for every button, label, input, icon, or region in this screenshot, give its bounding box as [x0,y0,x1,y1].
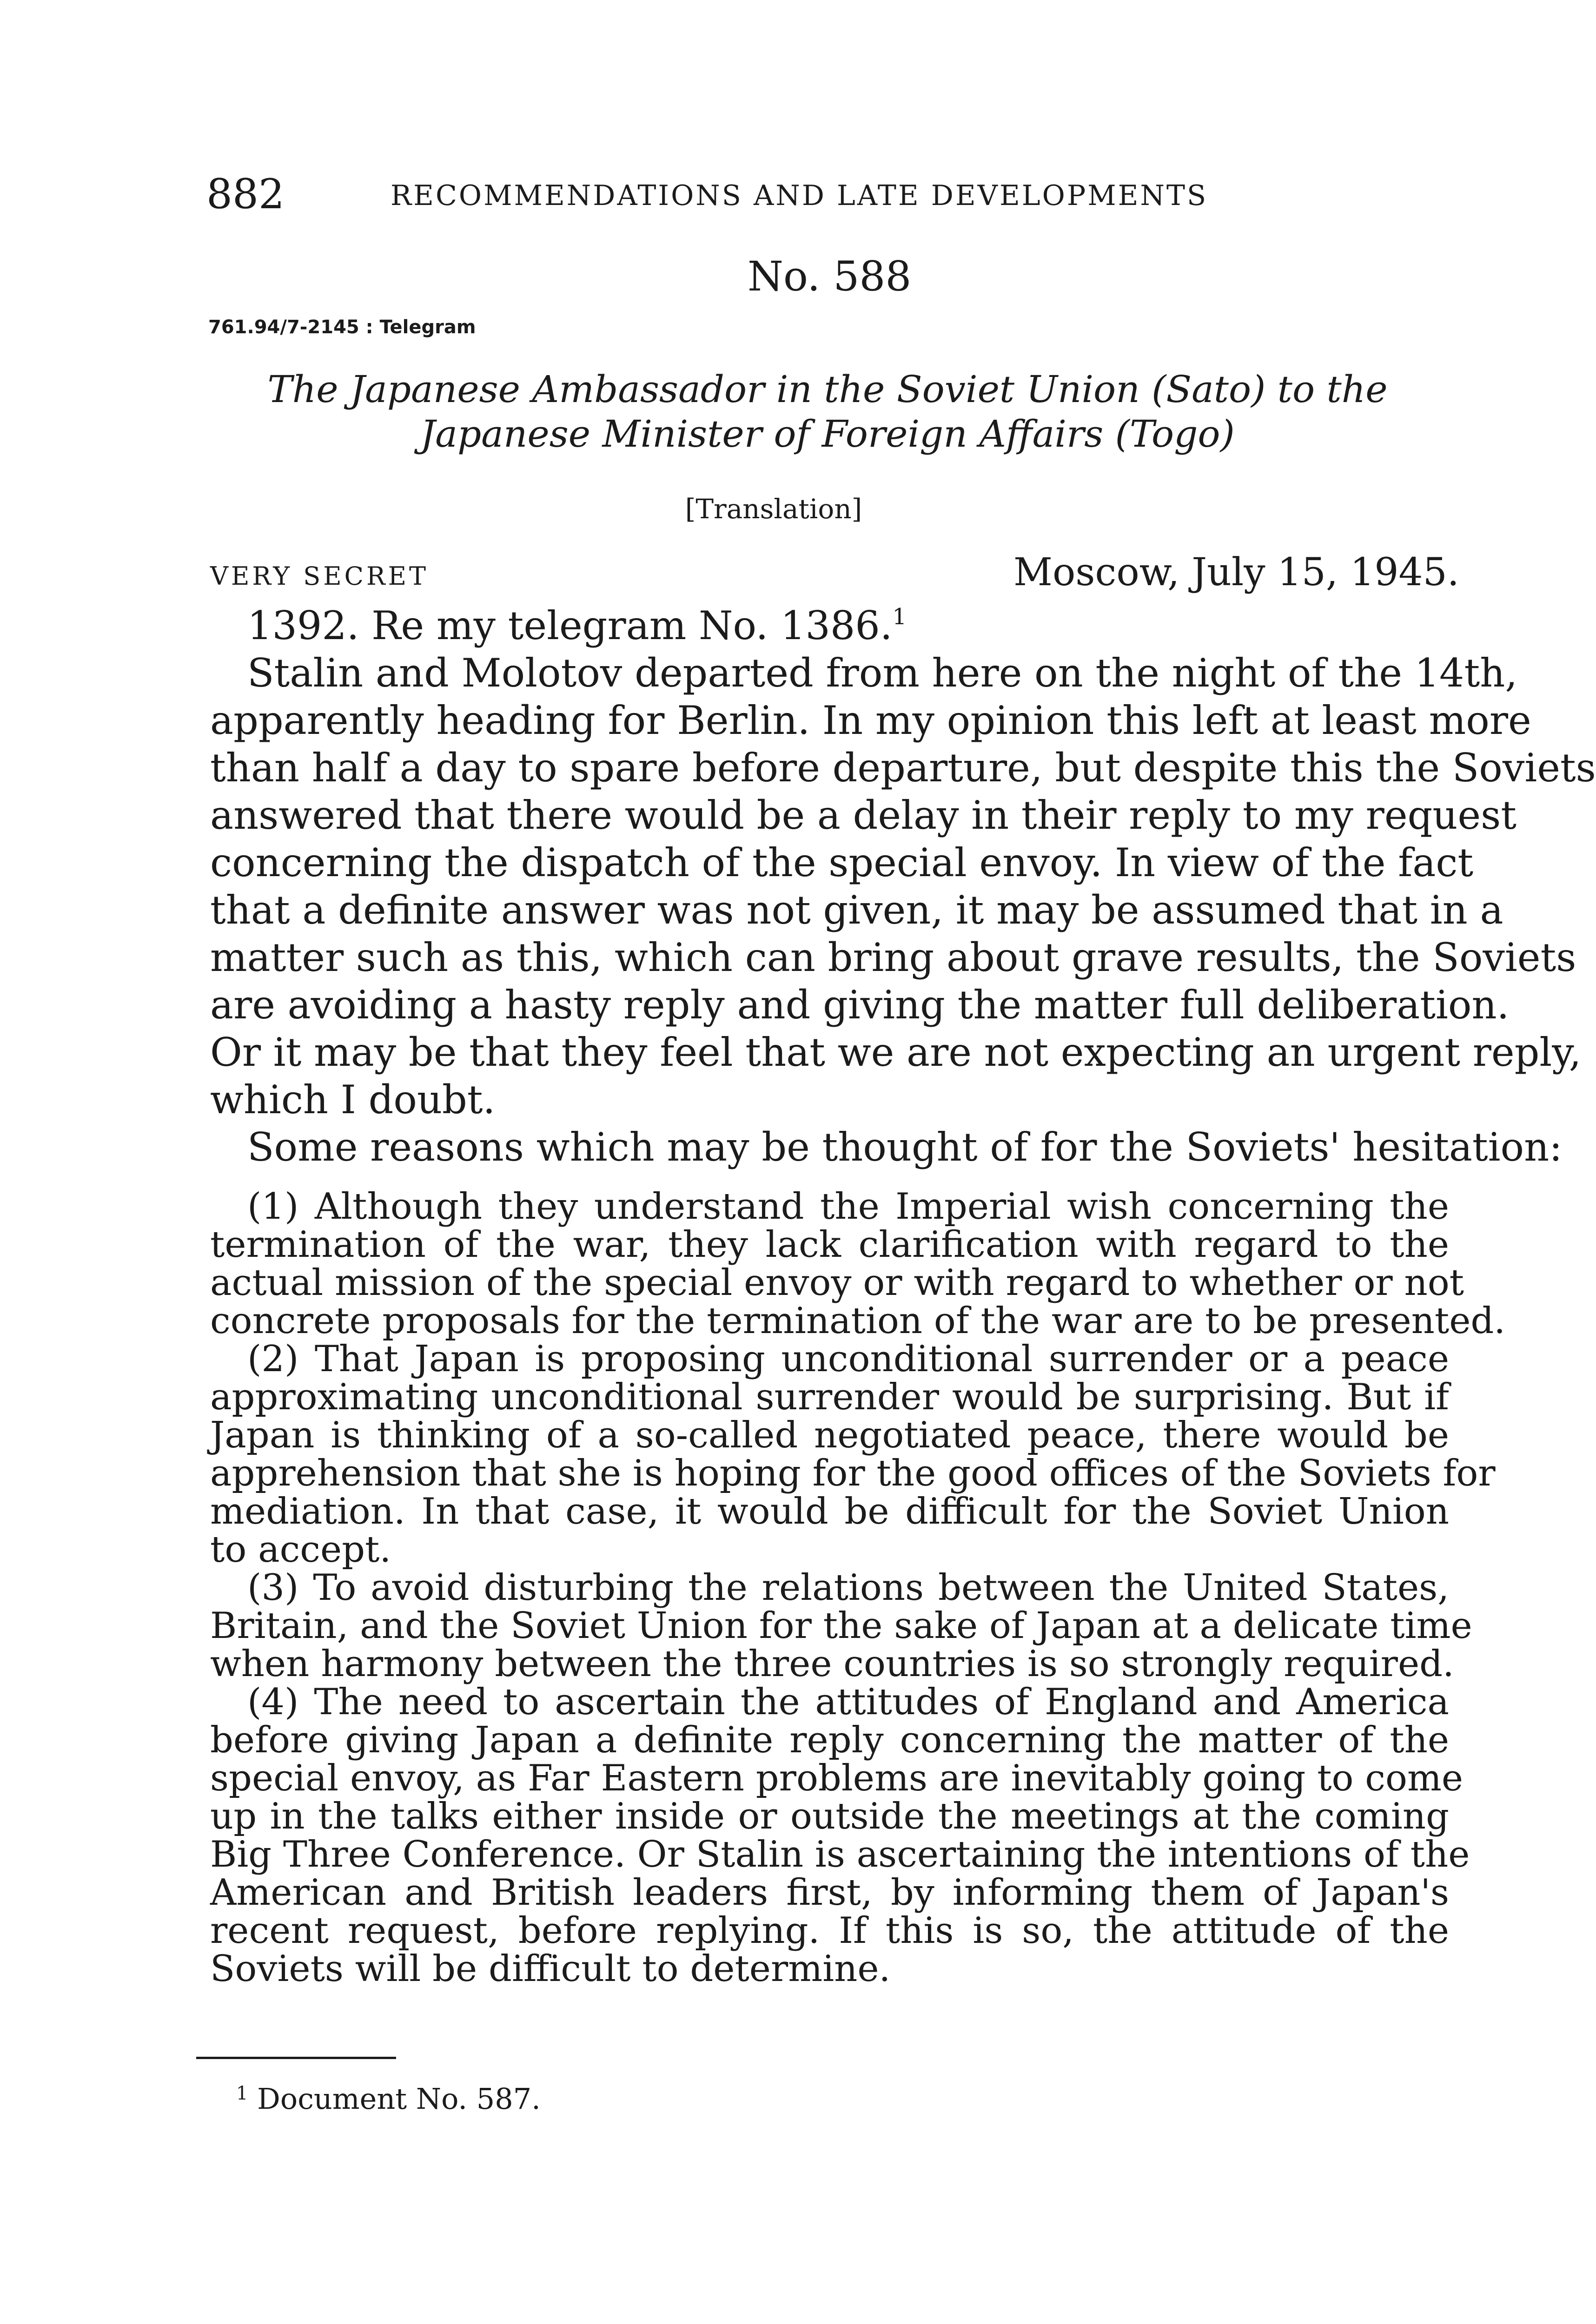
reason-line: (1) Although they understand the Imperial wish concerning the [247,1186,1449,1228]
reason-line: before giving Japan a definite reply concerning the matter of the [210,1719,1449,1761]
reason-line: recent request, before replying. If this is so, the attitude of the [210,1910,1449,1952]
body-line: that a definite answer was not given, it may be assumed that in a [210,887,1503,933]
reasons-list [210,1186,1506,1990]
reason-line: (2) That Japan is proposing unconditional surrender or a peace [247,1338,1449,1380]
reason-line: special envoy, as Far Eastern problems are inevitably going to come [210,1757,1464,1799]
footnote-reference: 1 [892,604,907,630]
body-line: answered that there would be a delay in their reply to my request [210,792,1517,838]
reason-line: approximating unconditional surrender would be surprising. But if [210,1376,1449,1418]
document-number: No. 588 [748,252,912,300]
body-line: which I doubt. [210,1077,496,1122]
reason-line: Soviets will be difficult to determine. [210,1948,891,1990]
footnote-text: Document No. 587. [257,2082,541,2116]
reason-line: American and British leaders first, by informing them of Japan's [210,1872,1449,1914]
reason-line: to accept. [210,1529,391,1571]
reason-line: Japan is thinking of a so-called negotiated peace, there would be [210,1414,1449,1456]
reason-line: termination of the war, they lack clarification with regard to the [210,1224,1449,1266]
reason-line: (4) The need to ascertain the attitudes of England and America [247,1681,1449,1723]
reason-line: actual mission of the special envoy or with regard to whether or not [210,1262,1464,1304]
body-line: than half a day to spare before departure, but despite this the Soviets [210,745,1596,791]
reason-line: when harmony between the three countries is so strongly required. [210,1643,1454,1685]
body-line-text: 1392. Re my telegram No. 1386. [247,603,893,648]
footnote-marker: 1 [236,2083,248,2104]
file-reference: 761.94/7-2145 : Telegram [208,317,476,338]
body-line: Or it may be that they feel that we are not expecting an urgent reply, [210,1030,1582,1075]
reason-line: Britain, and the Soviet Union for the sake of Japan at a delicate time [210,1605,1472,1647]
body-line: matter such as this, which can bring about grave results, the Soviets [210,935,1576,980]
document-title: The Japanese Ambassador in the Soviet Union (Sato) to the Japanese Minister of Foreign Affairs (Togo) [267,368,1388,456]
page-number: 882 [206,170,285,218]
reason-line: Big Three Conference. Or Stalin is ascertaining the intentions of the [210,1834,1470,1875]
translation-note: [Translation] [685,493,862,525]
footnote [236,2081,541,2117]
body-line: concerning the dispatch of the special envoy. In view of the fact [210,840,1474,885]
reason-line: concrete proposals for the termination of the war are to be presented. [210,1300,1506,1342]
footnote-divider [196,2057,396,2059]
classification-label: VERY SECRET [210,561,429,591]
reason-line: (3) To avoid disturbing the relations between the United States, [247,1567,1449,1609]
reason-line: apprehension that she is hoping for the good offices of the Soviets for [210,1452,1496,1494]
reason-line: up in the talks either inside or outside the meetings at the coming [210,1796,1449,1837]
reason-line: mediation. In that case, it would be difficult for the Soviet Union [210,1491,1449,1532]
telegram-body [210,602,1596,1171]
body-line: apparently heading for Berlin. In my opinion this left at least more [210,698,1531,743]
running-head: RECOMMENDATIONS AND LATE DEVELOPMENTS [391,179,1208,212]
body-line [210,602,1449,649]
body-line: are avoiding a hasty reply and giving the matter full deliberation. [210,982,1510,1028]
body-line: Stalin and Molotov departed from here on the night of the 14th, [247,650,1518,696]
body-line: Some reasons which may be thought of for the Soviets' hesitation: [247,1124,1563,1170]
place-date: Moscow, July 15, 1945. [1013,550,1459,594]
